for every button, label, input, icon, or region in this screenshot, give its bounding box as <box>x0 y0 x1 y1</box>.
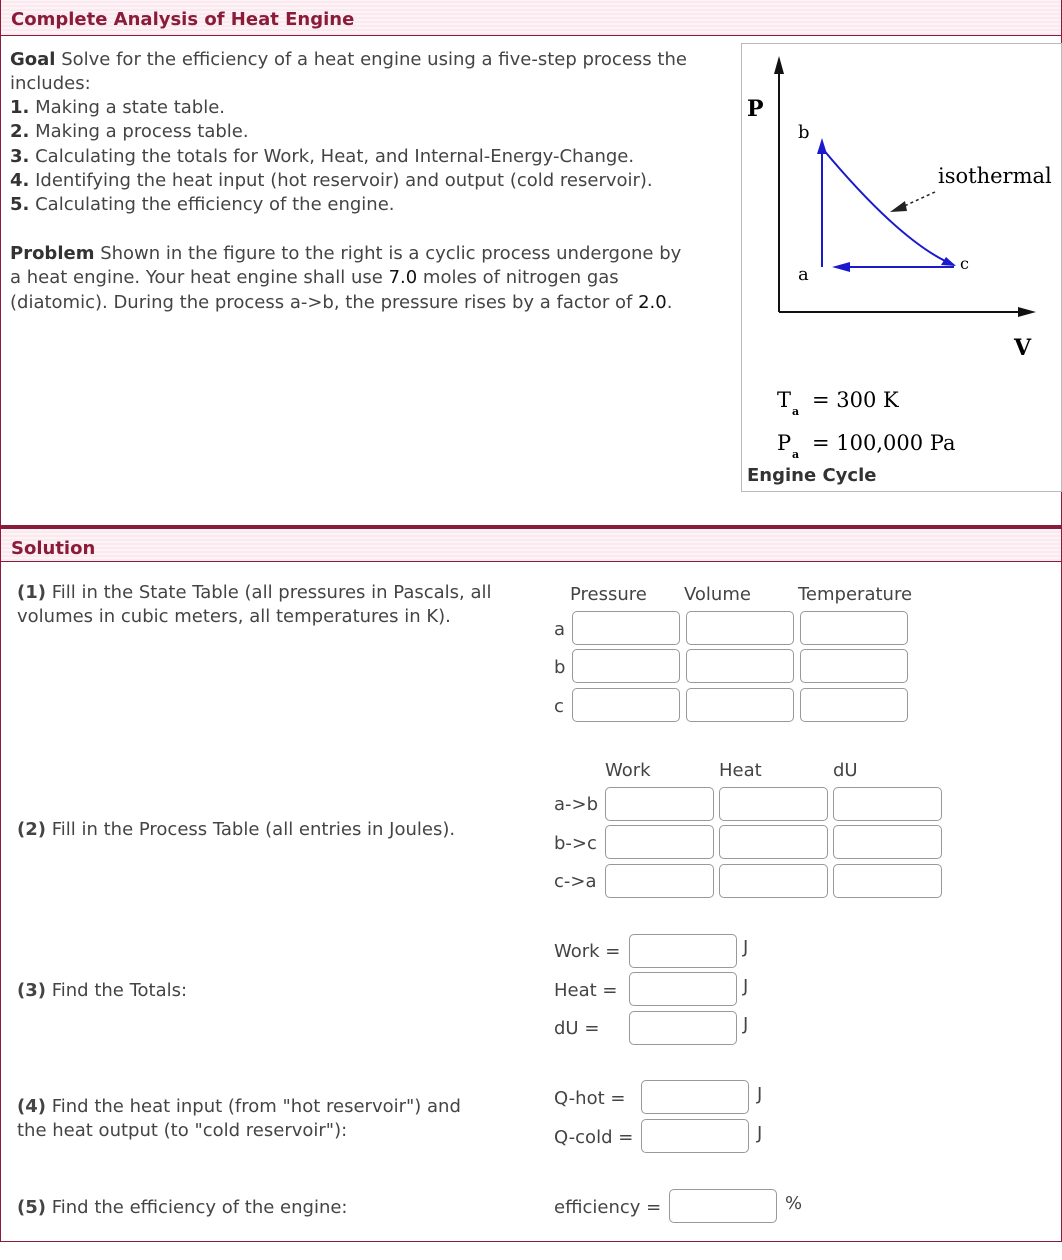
goal-step <box>10 193 395 217</box>
process-row-label: a->b <box>554 794 599 815</box>
arrow-b-c <box>941 257 956 266</box>
goal-step <box>10 145 634 169</box>
process-ca-heat-input[interactable] <box>719 864 828 898</box>
problem-line <box>10 291 672 315</box>
step-text: Making a process table. <box>35 121 249 142</box>
state-row-label: c <box>554 696 564 717</box>
question-number: (5) <box>17 1197 46 1218</box>
p-axis-arrow <box>774 56 784 74</box>
state-b-pressure-input[interactable] <box>572 649 680 683</box>
state-col-temperature: Temperature <box>798 584 913 605</box>
step-number: 3. <box>10 146 30 167</box>
unit-label: J <box>743 937 749 958</box>
step-text: Calculating the efficiency of the engine. <box>35 194 395 215</box>
goal-label: Goal <box>10 49 56 70</box>
q-hot-label: Q-hot = <box>554 1088 626 1109</box>
step-number: 5. <box>10 194 30 215</box>
goal-text-cont: includes: <box>10 73 91 94</box>
unit-label: J <box>743 1014 749 1035</box>
state-a-volume-input[interactable] <box>686 611 794 645</box>
pressure-factor-value: 2.0 <box>638 292 667 313</box>
problem-text: Shown in the figure to the right is a cyclic process undergone by <box>100 243 682 264</box>
unit-label: J <box>757 1123 763 1144</box>
state-row-label: a <box>554 619 566 640</box>
total-heat-input[interactable] <box>629 972 737 1006</box>
problem-line <box>10 242 681 266</box>
question-2 <box>17 818 455 842</box>
state-c-temperature-input[interactable] <box>800 688 908 722</box>
unit-label: J <box>757 1084 763 1105</box>
goal-line <box>10 48 687 72</box>
process-bc-work-input[interactable] <box>605 825 714 859</box>
process-ca-du-input[interactable] <box>833 864 942 898</box>
ta-symbol: T <box>777 388 792 412</box>
process-col-work: Work <box>605 760 651 781</box>
point-b-label: b <box>798 122 810 143</box>
efficiency-label: efficiency = <box>554 1197 662 1218</box>
question-text: Fill in the State Table (all pressures in Pascals, all <box>51 582 492 603</box>
problem-line <box>10 266 619 290</box>
process-ab-work-input[interactable] <box>605 787 714 821</box>
isothermal-label: isothermal <box>938 164 1052 188</box>
isothermal-pointer-arrow <box>890 201 907 212</box>
q-hot-input[interactable] <box>641 1080 749 1114</box>
q-cold-label: Q-cold = <box>554 1127 634 1148</box>
step-number: 4. <box>10 170 30 191</box>
step-number: 2. <box>10 121 30 142</box>
solution-title: Solution <box>1 529 1061 562</box>
question-text: Find the heat input (from "hot reservoir") and <box>51 1096 461 1117</box>
step-text: Making a state table. <box>35 97 226 118</box>
process-bc-heat-input[interactable] <box>719 825 828 859</box>
pa-subscript: a <box>792 448 800 461</box>
p-axis-label: P <box>747 96 764 122</box>
efficiency-input[interactable] <box>669 1189 777 1223</box>
state-col-volume: Volume <box>684 584 751 605</box>
problem-text: a heat engine. Your heat engine shall use <box>10 267 389 288</box>
point-a-label: a <box>798 264 809 285</box>
state-b-volume-input[interactable] <box>686 649 794 683</box>
question-text: Fill in the Process Table (all entries in Joules). <box>51 819 456 840</box>
total-du-label: dU = <box>554 1018 600 1039</box>
state-a-temperature-input[interactable] <box>800 611 908 645</box>
goal-text: Solve for the efficiency of a heat engine using a five-step process the <box>61 49 687 70</box>
state-a-pressure-input[interactable] <box>572 611 680 645</box>
problem-text: moles of nitrogen gas <box>417 267 619 288</box>
step-text: Calculating the totals for Work, Heat, and Internal-Energy-Change. <box>35 146 635 167</box>
goal-step <box>10 169 653 193</box>
problem-text: (diatomic). During the process a->b, the pressure rises by a factor of <box>10 292 639 313</box>
moles-value: 7.0 <box>388 267 418 288</box>
goal-step <box>10 96 225 120</box>
process-bc-du-input[interactable] <box>833 825 942 859</box>
ta-value: = 300 K <box>812 388 899 412</box>
question-3 <box>17 979 187 1003</box>
q-cold-input[interactable] <box>641 1119 749 1153</box>
state-col-pressure: Pressure <box>570 584 647 605</box>
question-text: Find the Totals: <box>51 980 188 1001</box>
v-axis-label: V <box>1014 335 1032 361</box>
state-b-temperature-input[interactable] <box>800 649 908 683</box>
ta-subscript: a <box>792 405 800 418</box>
state-c-volume-input[interactable] <box>686 688 794 722</box>
step-text: Identifying the heat input (hot reservoir) and output (cold reservoir). <box>35 170 653 191</box>
isothermal-pointer <box>902 192 935 207</box>
question-5 <box>17 1196 348 1220</box>
v-axis-arrow <box>1018 307 1036 317</box>
total-heat-label: Heat = <box>554 980 618 1001</box>
question-4 <box>17 1095 461 1144</box>
pa-value: = 100,000 Pa <box>812 431 956 455</box>
process-ab-heat-input[interactable] <box>719 787 828 821</box>
question-text: volumes in cubic meters, all temperatures in K). <box>17 606 451 628</box>
percent-label: % <box>785 1193 803 1214</box>
state-row-label: b <box>554 657 566 678</box>
question-1 <box>17 581 492 630</box>
total-work-label: Work = <box>554 941 621 962</box>
point-c-label: c <box>960 254 969 273</box>
pa-symbol: P <box>777 431 792 455</box>
process-row-label: c->a <box>554 871 597 892</box>
goal-step <box>10 120 249 144</box>
process-col-heat: Heat <box>719 760 762 781</box>
state-c-pressure-input[interactable] <box>572 688 680 722</box>
step-number: 1. <box>10 97 30 118</box>
question-text: Find the efficiency of the engine: <box>51 1197 348 1218</box>
process-ca-work-input[interactable] <box>605 864 714 898</box>
process-b-c <box>822 148 954 265</box>
total-du-input[interactable] <box>629 1011 737 1045</box>
figure-caption: Engine Cycle <box>747 465 877 486</box>
question-number: (1) <box>17 582 46 603</box>
unit-label: J <box>743 976 749 997</box>
pv-diagram <box>742 44 1062 493</box>
solution-panel <box>0 526 1062 1242</box>
problem-text: . <box>666 292 673 313</box>
process-row-label: b->c <box>554 833 597 854</box>
panel-title: Complete Analysis of Heat Engine <box>1 0 1061 36</box>
question-number: (4) <box>17 1096 46 1117</box>
question-text: the heat output (to "cold reservoir"): <box>17 1120 348 1142</box>
process-ab-du-input[interactable] <box>833 787 942 821</box>
problem-label: Problem <box>10 243 95 264</box>
engine-cycle-figure <box>741 43 1062 492</box>
analysis-panel <box>0 0 1062 526</box>
question-number: (3) <box>17 980 46 1001</box>
process-col-du: dU <box>833 760 858 781</box>
arrow-c-a <box>832 262 850 272</box>
total-work-input[interactable] <box>629 934 737 968</box>
question-number: (2) <box>17 819 46 840</box>
